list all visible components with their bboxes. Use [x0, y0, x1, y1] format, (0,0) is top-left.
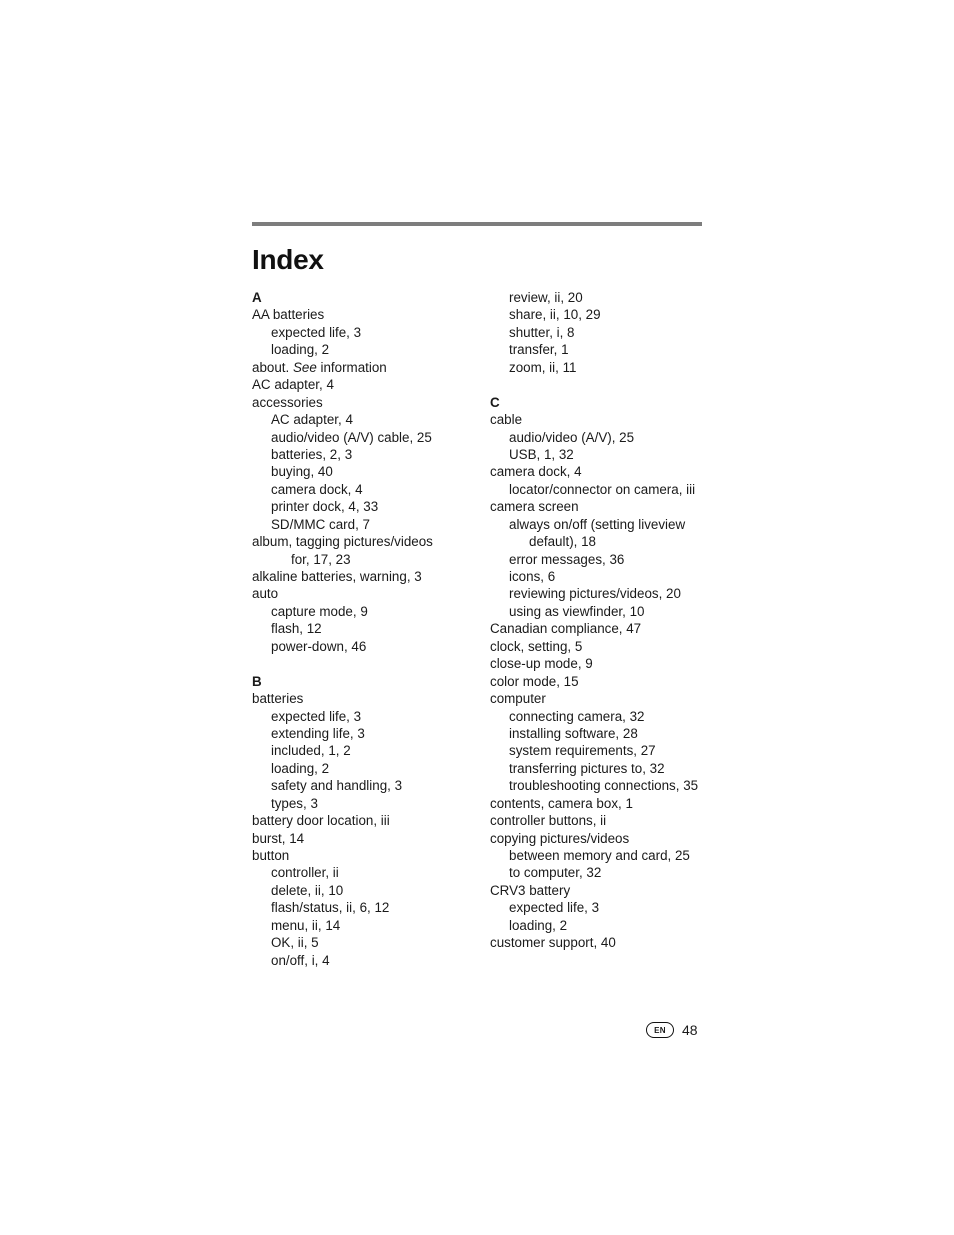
index-subentry: transfer, 1: [509, 342, 569, 358]
index-entry: Canadian compliance, 47: [490, 621, 642, 637]
index-subentry: between memory and card, 25: [509, 848, 690, 863]
header-rule: [252, 222, 702, 226]
index-entry: accessories: [252, 394, 323, 410]
index-letter-heading: A: [252, 290, 262, 305]
index-entry: [252, 359, 433, 376]
index-entry: contents, camera box, 1: [490, 795, 633, 811]
index-subentry: error messages, 36: [509, 551, 625, 567]
index-subentry: always on/off (setting liveview: [509, 516, 686, 532]
index-column-right: [490, 289, 698, 952]
index-subentry: SD/MMC card, 7: [271, 516, 370, 532]
index-subentry: using as viewfinder, 10: [509, 603, 645, 619]
index-subentry: review, ii, 20: [509, 290, 583, 305]
index-subentry: for, 17, 23: [291, 551, 351, 567]
index-subentry: capture mode, 9: [271, 603, 368, 619]
index-entry: computer: [490, 691, 546, 707]
index-entry: CRV3 battery: [490, 882, 571, 898]
index-entry: album, tagging pictures/videos: [252, 534, 433, 550]
index-entry: cable: [490, 412, 523, 428]
index-entry: button: [252, 848, 290, 863]
index-subentry: buying, 40: [271, 464, 333, 480]
index-column-left: [252, 289, 433, 969]
index-subentry: icons, 6: [509, 569, 556, 584]
index-entry: copying pictures/videos: [490, 830, 630, 846]
index-entry: camera dock, 4: [490, 464, 582, 480]
index-entry: controller buttons, ii: [490, 813, 607, 829]
index-subentry: USB, 1, 32: [509, 446, 574, 462]
index-entry: batteries: [252, 691, 304, 707]
index-subentry: locator/connector on camera, iii: [509, 481, 696, 497]
index-entry: close-up mode, 9: [490, 656, 593, 672]
index-subentry: transferring pictures to, 32: [509, 760, 665, 776]
index-subentry: loading, 2: [509, 917, 568, 933]
page-footer: [646, 1021, 698, 1039]
index-subentry: batteries, 2, 3: [271, 446, 353, 462]
index-entry: alkaline batteries, warning, 3: [252, 569, 422, 584]
index-entry: AC adapter, 4: [252, 377, 334, 393]
section-gap: [490, 376, 698, 393]
index-subentry: system requirements, 27: [509, 743, 656, 759]
index-subentry: included, 1, 2: [271, 743, 351, 759]
page-title: Index: [252, 244, 324, 275]
index-subentry: to computer, 32: [509, 865, 602, 881]
index-entry: clock, setting, 5: [490, 638, 583, 654]
index-subentry: flash, 12: [271, 621, 322, 637]
page-number: 48: [682, 1022, 698, 1038]
entry-text-after: information: [316, 359, 387, 375]
index-subentry: camera dock, 4: [271, 481, 363, 497]
index-subentry: OK, ii, 5: [271, 935, 319, 951]
index-subentry: audio/video (A/V), 25: [509, 429, 635, 445]
index-subentry: default), 18: [529, 534, 596, 550]
index-subentry: flash/status, ii, 6, 12: [271, 900, 390, 916]
index-subentry: expected life, 3: [271, 708, 362, 724]
index-subentry: audio/video (A/V) cable, 25: [271, 429, 432, 445]
index-subentry: extending life, 3: [271, 725, 365, 741]
index-entry: customer support, 40: [490, 935, 616, 951]
index-subentry: share, ii, 10, 29: [509, 307, 601, 323]
index-subentry: types, 3: [271, 795, 318, 811]
entry-text: about.: [252, 359, 293, 375]
index-entry: AA batteries: [252, 307, 325, 323]
index-subentry: power-down, 46: [271, 638, 367, 654]
index-subentry: installing software, 28: [509, 725, 638, 741]
section-gap: [252, 655, 433, 672]
index-letter-heading: C: [490, 394, 500, 410]
index-subentry: menu, ii, 14: [271, 917, 341, 933]
index-subentry: shutter, i, 8: [509, 324, 575, 340]
index-subentry: reviewing pictures/videos, 20: [509, 586, 681, 602]
index-entry: auto: [252, 586, 279, 602]
index-entry: battery door location, iii: [252, 813, 390, 829]
index-subentry: loading, 2: [271, 342, 330, 358]
index-subentry: zoom, ii, 11: [509, 359, 577, 375]
index-entry: burst, 14: [252, 830, 305, 846]
index-letter-heading: B: [252, 673, 262, 689]
index-subentry: printer dock, 4, 33: [271, 499, 379, 515]
index-entry: camera screen: [490, 499, 579, 515]
index-subentry: AC adapter, 4: [271, 412, 353, 428]
index-subentry: expected life, 3: [509, 900, 600, 916]
index-subentry: connecting camera, 32: [509, 708, 645, 724]
index-subentry: safety and handling, 3: [271, 778, 403, 794]
index-subentry: expected life, 3: [271, 324, 362, 340]
index-entry: color mode, 15: [490, 673, 579, 689]
index-subentry: delete, ii, 10: [271, 882, 344, 898]
index-subentry: controller, ii: [271, 865, 339, 881]
index-subentry: loading, 2: [271, 760, 330, 776]
index-subentry: on/off, i, 4: [271, 952, 330, 968]
see-reference: See: [292, 359, 317, 375]
language-badge: EN: [646, 1022, 674, 1038]
index-subentry: troubleshooting connections, 35: [509, 778, 699, 794]
